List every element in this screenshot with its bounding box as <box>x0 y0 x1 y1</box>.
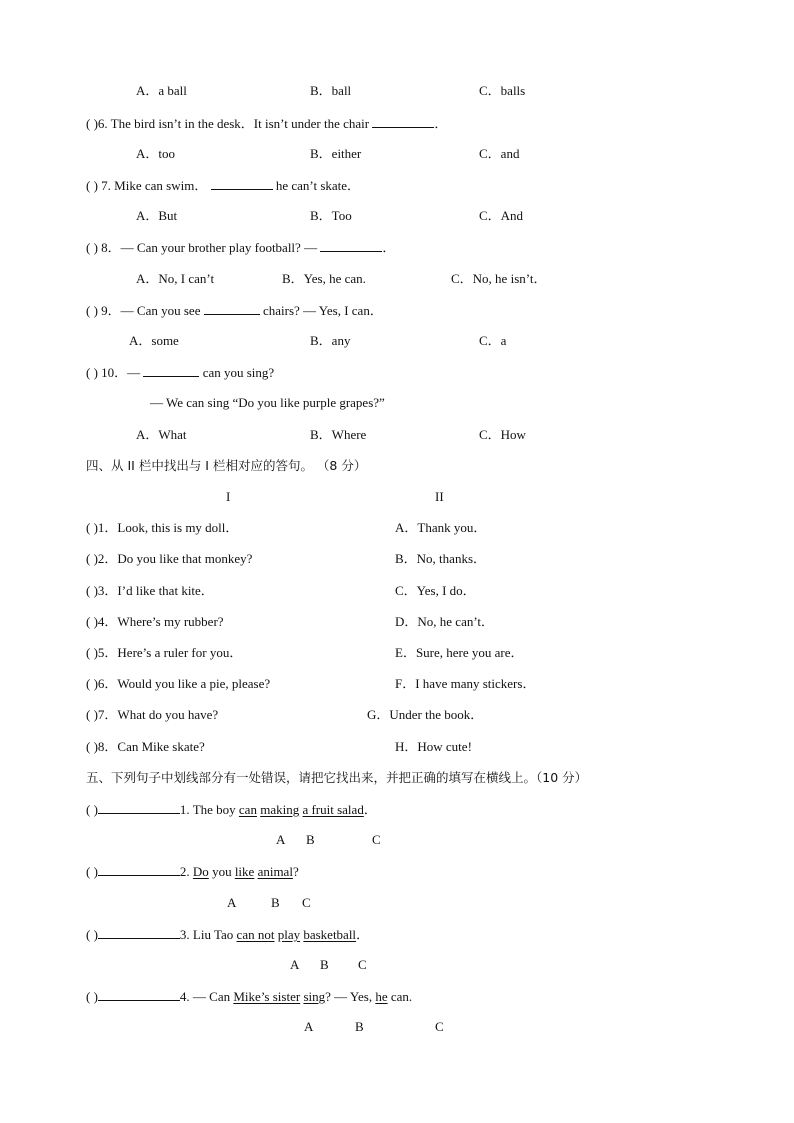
answer-option-e: E．Sure, here you are． <box>395 645 524 660</box>
question-number: 3. <box>179 927 190 942</box>
answer-paren: ( ) <box>86 116 98 131</box>
question-number: 2. <box>179 864 190 879</box>
sentence-end: ． <box>356 927 370 942</box>
column-i-heading: I <box>226 489 231 504</box>
q9-option-c: C．a <box>479 333 507 348</box>
underlined-part-b: making <box>260 802 300 817</box>
sentence-end: ． <box>363 802 377 817</box>
question-text: 3．I’d like that kite． <box>97 583 214 598</box>
underlined-part-a: can <box>238 802 257 817</box>
q8-option-b: B．Yes, he can. <box>282 271 366 286</box>
question-text: 5．Here’s a ruler for you． <box>97 645 243 660</box>
answer-option-f: F．I have many stickers． <box>395 676 536 691</box>
answer-paren: ( ) <box>86 303 98 318</box>
correction-blank[interactable] <box>98 863 180 876</box>
sentence-text: Liu Tao <box>192 927 234 942</box>
matching-row-3 <box>86 583 214 599</box>
error-question-4 <box>86 988 412 1005</box>
matching-row-4 <box>86 614 224 630</box>
answer-paren[interactable]: ( ) <box>86 707 98 722</box>
question-number: 1. <box>179 802 190 817</box>
answer-paren[interactable]: ( ) <box>86 676 98 691</box>
question-end: he can’t skate． <box>275 178 361 193</box>
answer-paren[interactable]: ( ) <box>86 614 98 629</box>
answer-paren: ( ) <box>86 240 98 255</box>
question-end: ． <box>382 240 396 255</box>
q8-option-c: C．No, he isn’t． <box>451 271 547 286</box>
answer-paren: ( ) <box>86 365 98 380</box>
question-end: can you sing? <box>202 365 275 380</box>
answer-paren[interactable]: ( ) <box>86 927 98 942</box>
sentence-text: you <box>212 864 232 879</box>
underlined-part-b: like <box>234 864 255 879</box>
correction-blank[interactable] <box>98 801 180 814</box>
correction-blank[interactable] <box>98 988 180 1001</box>
q10-option-b: B．Where <box>310 427 367 442</box>
matching-row-5 <box>86 645 242 661</box>
answer-paren[interactable]: ( ) <box>86 645 98 660</box>
question-text: 4．Where’s my rubber? <box>97 614 224 629</box>
answer-option-g: G．Under the book． <box>367 707 484 722</box>
underlined-part-a: Do <box>192 864 209 879</box>
correction-blank[interactable] <box>98 926 180 939</box>
q10-line <box>86 364 274 381</box>
question-text: 7. Mike can swim． <box>101 178 208 193</box>
question-text: 8．— Can your brother play football? — <box>101 240 318 255</box>
q5-option-c: C．balls <box>479 83 526 98</box>
answer-paren: ( ) <box>86 178 98 193</box>
label-c: C <box>302 895 311 910</box>
answer-blank[interactable] <box>320 239 382 252</box>
sentence-text: ? — Yes, <box>325 989 373 1004</box>
column-ii-heading: II <box>435 489 444 504</box>
q8-option-a: A．No, I can’t <box>136 271 215 286</box>
q7-option-b: B．Too <box>310 208 352 223</box>
error-question-3 <box>86 926 369 943</box>
underlined-part-b: play <box>277 927 301 942</box>
label-c: C <box>435 1019 444 1034</box>
sentence-end: ? <box>292 864 299 879</box>
q10-response-line: — We can sing “Do you like purple grapes?” <box>150 395 385 410</box>
section-5-title: 五、下列句子中划线部分有一处错误，请把它找出来，并把正确的填写在横线上。（10 分） <box>86 770 588 785</box>
q10-option-a: A．What <box>136 427 187 442</box>
q6-option-c: C．and <box>479 146 520 161</box>
question-text: 2．Do you like that monkey? <box>97 551 253 566</box>
answer-paren[interactable]: ( ) <box>86 551 98 566</box>
error-question-1 <box>86 801 377 818</box>
underlined-part-c: animal <box>257 864 293 879</box>
question-text: 7．What do you have? <box>97 707 219 722</box>
q5-option-b: B．ball <box>310 83 352 98</box>
q9-option-a: A．some <box>129 333 179 348</box>
matching-row-7 <box>86 707 218 723</box>
q6-line <box>86 115 447 132</box>
sentence-text: The boy <box>192 802 236 817</box>
question-number: 4. <box>179 989 190 1004</box>
q9-line <box>86 302 383 319</box>
label-b: B <box>271 895 280 910</box>
question-text: 6. The bird isn’t in the desk．It isn’t under the chair <box>97 116 370 131</box>
answer-option-b: B．No, thanks． <box>395 551 487 566</box>
answer-option-a: A．Thank you． <box>395 520 487 535</box>
label-a: A <box>276 832 286 847</box>
question-text: 8．Can Mike skate? <box>97 739 205 754</box>
label-c: C <box>358 957 367 972</box>
error-question-2 <box>86 863 299 880</box>
label-b: B <box>320 957 329 972</box>
underlined-part-a: can not <box>236 927 275 942</box>
answer-blank[interactable] <box>372 115 434 128</box>
question-end: chairs? — Yes, I can． <box>262 303 383 318</box>
q7-option-a: A．But <box>136 208 178 223</box>
label-a: A <box>227 895 237 910</box>
q6-option-a: A．too <box>136 146 176 161</box>
answer-paren[interactable]: ( ) <box>86 802 98 817</box>
underlined-part-c: basketball <box>303 927 357 942</box>
q7-option-c: C．And <box>479 208 524 223</box>
question-text: 9．— Can you see <box>101 303 201 318</box>
matching-row-2 <box>86 551 252 567</box>
answer-paren[interactable]: ( ) <box>86 520 98 535</box>
answer-paren[interactable]: ( ) <box>86 989 98 1004</box>
section-4-title: 四、从 II 栏中找出与 I 栏相对应的答句。 （8 分） <box>86 458 367 473</box>
label-a: A <box>304 1019 314 1034</box>
underlined-part-c: a fruit salad <box>302 802 364 817</box>
question-text: 1．Look, this is my doll． <box>97 520 239 535</box>
question-end: ． <box>434 116 448 131</box>
underlined-part-c: he <box>375 989 388 1004</box>
answer-paren[interactable]: ( ) <box>86 739 98 754</box>
q8-line <box>86 239 395 256</box>
underlined-part-b: sing <box>303 989 326 1004</box>
label-a: A <box>290 957 300 972</box>
answer-paren[interactable]: ( ) <box>86 864 98 879</box>
q5-option-a: A．a ball <box>136 83 187 98</box>
q9-option-b: B．any <box>310 333 351 348</box>
sentence-end: can. <box>390 989 413 1004</box>
underlined-part-a: Mike’s sister <box>233 989 301 1004</box>
answer-option-d: D．No, he can’t． <box>395 614 495 629</box>
answer-paren[interactable]: ( ) <box>86 583 98 598</box>
q6-option-b: B．either <box>310 146 362 161</box>
label-c: C <box>372 832 381 847</box>
question-text: 6．Would you like a pie, please? <box>97 676 271 691</box>
answer-blank[interactable] <box>204 302 260 315</box>
answer-option-c: C．Yes, I do． <box>395 583 476 598</box>
sentence-text: — Can <box>192 989 231 1004</box>
label-b: B <box>306 832 315 847</box>
answer-blank[interactable] <box>211 177 273 190</box>
q7-line <box>86 177 360 194</box>
matching-row-6 <box>86 676 270 692</box>
question-text: 10．— <box>101 365 141 380</box>
label-b: B <box>355 1019 364 1034</box>
answer-option-h: H．How cute! <box>395 739 472 754</box>
answer-blank[interactable] <box>143 364 199 377</box>
matching-row-8 <box>86 739 205 755</box>
matching-row-1 <box>86 520 238 536</box>
q10-option-c: C．How <box>479 427 526 442</box>
